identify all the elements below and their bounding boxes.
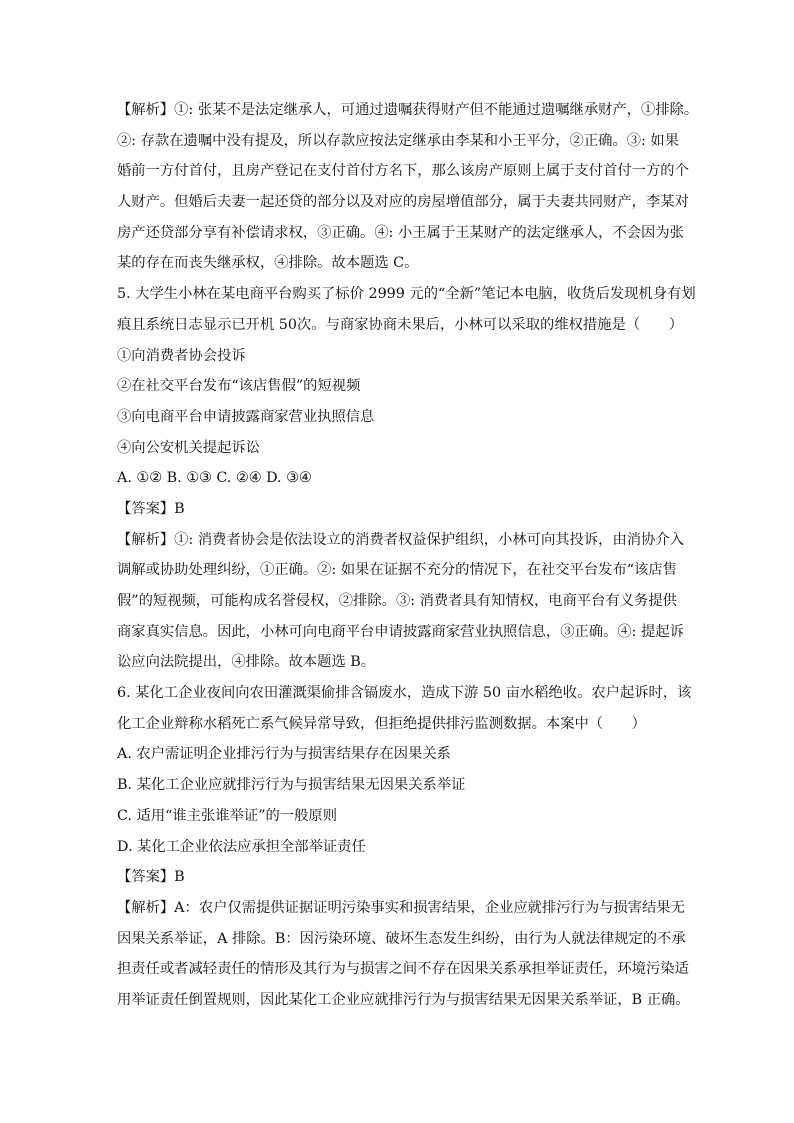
question-5-item: ①向消费者协会投诉 (117, 347, 246, 364)
question-6-stem: 化工企业辩称水稻死亡系气候异常导致，但拒绝提供排污监测数据。本案中（ ） (117, 715, 646, 732)
question-5-stem: 5. 大学生小林在某电商平台购买了标价 2999 元的“全新”笔记本电脑，收货后发现机身有划 (117, 286, 696, 303)
analysis-q6: 用举证责任倒置规则，因此某化工企业应就排污行为与损害结果无因果关系举证，B 正确。 (117, 991, 690, 1008)
analysis-q4: 某的存在而丧失继承权，④排除。故本题选 C。 (117, 255, 419, 272)
analysis-q5: 讼应向法院提出，④排除。故本题选 B。 (117, 654, 376, 671)
analysis-q4: ②: 存款在遗嘱中没有提及，所以存款应按法定继承由李某和小王平分，②正确。③: 如果 (117, 132, 679, 149)
question-6-stem: 6. 某化工企业夜间向农田灌溉渠偷排含镉废水，造成下游 50 亩水稻绝收。农户起诉时，该 (117, 685, 692, 702)
analysis-q5: 假”的短视频，可能构成名誉侵权，②排除。③: 消费者具有知情权，电商平台有义务提供 (117, 593, 677, 609)
analysis-q6: 因果关系举证，A 排除。B：因污染环境、破坏生态发生纠纷，由行为人就法律规定的不承 (117, 930, 686, 947)
analysis-q4: 人财产。但婚后夫妻一起还贷的部分以及对应的房屋增值部分，属于夫妻共同财产，李某对 (117, 194, 689, 211)
question-5-item: ③向电商平台申请披露商家营业执照信息 (117, 408, 375, 425)
question-6-option-a: A. 农户需证明企业排污行为与损害结果存在因果关系 (117, 746, 451, 763)
analysis-q4: 婚前一方付首付，且房产登记在支付首付方名下，那么该房产原则上属于支付首付一方的个 (117, 163, 689, 180)
analysis-q4: 房产还贷部分享有补偿请求权，③正确。④: 小王属于王某财产的法定继承人，不会因为张 (117, 224, 684, 241)
analysis-q6: 担责任或者减轻责任的情形及其行为与损害之间不存在因果关系承担举证责任，环境污染适 (117, 961, 689, 978)
analysis-q5: 调解或协助处理纠纷，①正确。②: 如果在证据不充分的情况下，在社交平台发布“该店售 (117, 562, 677, 579)
question-6-option-c: C. 适用“谁主张谁举证”的一般原则 (117, 807, 337, 824)
document-body (117, 95, 701, 1016)
question-5-answer: 【答案】B (117, 500, 185, 517)
question-6-answer: 【答案】B (117, 869, 185, 886)
question-5-stem: 痕且系统日志显示已开机 50次。与商家协商未果后，小林可以采取的维权措施是（ ） (117, 316, 684, 333)
question-5-item: ④向公安机关提起诉讼 (117, 439, 260, 456)
question-6-option-d: D. 某化工企业依法应承担全部举证责任 (117, 838, 366, 855)
question-5-options: A. ①② B. ①③ C. ②④ D. ③④ (117, 470, 312, 487)
question-5-item: ②在社交平台发布“该店售假”的短视频 (117, 378, 361, 395)
analysis-q5: 【解析】①: 消费者协会是依法设立的消费者权益保护组织，小林可向其投诉，由消协介入 (117, 531, 684, 548)
question-6-option-b: B. 某化工企业应就排污行为与损害结果无因果关系举证 (117, 777, 466, 794)
analysis-q4: 【解析】①: 张某不是法定继承人，可通过遗嘱获得财产但不能通过遗嘱继承财产，①排除。 (117, 102, 699, 118)
analysis-q6: 【解析】A：农户仅需提供证据证明污染事实和损害结果，企业应就排污行为与损害结果无 (117, 899, 685, 916)
analysis-q5: 商家真实信息。因此，小林可向电商平台申请披露商家营业执照信息，③正确。④: 提起诉 (117, 623, 684, 640)
